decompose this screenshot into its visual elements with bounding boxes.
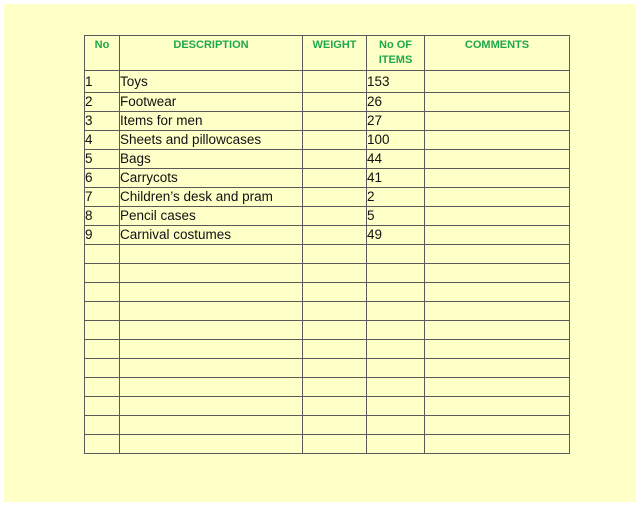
cell-no-of-items: 26 [367,93,425,112]
cell-description [120,435,303,454]
header-comments: COMMENTS [425,36,570,71]
cell-weight [303,71,367,93]
table-row [85,226,570,245]
cell-no [85,416,120,435]
cell-no: 7 [85,188,120,207]
table-row [85,340,570,359]
cell-description: Sheets and pillowcases [120,131,303,150]
cell-comments [425,264,570,283]
cell-no: 9 [85,226,120,245]
cell-comments [425,71,570,93]
cell-no [85,264,120,283]
cell-description: Toys [120,71,303,93]
cell-weight [303,93,367,112]
cell-description [120,283,303,302]
table-row [85,283,570,302]
cell-no-of-items [367,283,425,302]
cell-no [85,283,120,302]
cell-comments [425,245,570,264]
cell-weight [303,340,367,359]
cell-weight [303,435,367,454]
cell-no-of-items: 2 [367,188,425,207]
cell-no [85,302,120,321]
table-row [85,397,570,416]
cell-no-of-items: 49 [367,226,425,245]
cell-comments [425,302,570,321]
cell-description [120,245,303,264]
cell-no-of-items: 27 [367,112,425,131]
table-row [85,359,570,378]
cell-no: 4 [85,131,120,150]
cell-weight [303,302,367,321]
cell-no [85,321,120,340]
cell-no-of-items: 44 [367,150,425,169]
cell-comments [425,131,570,150]
cell-no [85,359,120,378]
cell-no-of-items [367,435,425,454]
cell-weight [303,378,367,397]
header-no-of-items: No OF ITEMS [367,36,425,71]
cell-description [120,359,303,378]
cell-comments [425,340,570,359]
cell-comments [425,283,570,302]
cell-no [85,245,120,264]
cell-comments [425,321,570,340]
table-row [85,245,570,264]
header-description: DESCRIPTION [120,36,303,71]
cell-description [120,378,303,397]
cell-no-of-items [367,359,425,378]
cell-no-of-items: 5 [367,207,425,226]
cell-description [120,416,303,435]
cell-no-of-items [367,397,425,416]
cell-comments [425,169,570,188]
table-row [85,416,570,435]
header-weight: WEIGHT [303,36,367,71]
cell-comments [425,207,570,226]
cell-no [85,340,120,359]
inventory-table [84,35,570,454]
cell-no: 3 [85,112,120,131]
cell-comments [425,416,570,435]
cell-no [85,435,120,454]
cell-comments [425,188,570,207]
cell-no-of-items: 41 [367,169,425,188]
table-row [85,150,570,169]
header-row [85,36,570,71]
cell-description: Bags [120,150,303,169]
cell-weight [303,245,367,264]
cell-no-of-items [367,302,425,321]
cell-no: 2 [85,93,120,112]
cell-no-of-items [367,321,425,340]
cell-comments [425,397,570,416]
cell-weight [303,150,367,169]
cell-weight [303,283,367,302]
cell-comments [425,359,570,378]
cell-weight [303,207,367,226]
cell-weight [303,359,367,378]
cell-comments [425,112,570,131]
cell-description: Carrycots [120,169,303,188]
cell-description [120,340,303,359]
cell-description: Items for men [120,112,303,131]
table-row [85,207,570,226]
cell-no: 1 [85,71,120,93]
table-row [85,131,570,150]
cell-description: Carnival costumes [120,226,303,245]
table-row [85,112,570,131]
cell-weight [303,321,367,340]
cell-no: 6 [85,169,120,188]
table-row [85,321,570,340]
cell-weight [303,416,367,435]
table-row [85,264,570,283]
cell-no-of-items [367,416,425,435]
table-row [85,435,570,454]
cell-comments [425,226,570,245]
table-row [85,71,570,93]
cell-description [120,264,303,283]
cell-weight [303,112,367,131]
cell-comments [425,378,570,397]
cell-no: 8 [85,207,120,226]
document-page [4,4,636,502]
cell-description [120,397,303,416]
table-row [85,302,570,321]
cell-description: Children’s desk and pram [120,188,303,207]
cell-no-of-items [367,340,425,359]
cell-comments [425,435,570,454]
cell-weight [303,264,367,283]
cell-no-of-items [367,378,425,397]
cell-weight [303,131,367,150]
cell-no-of-items: 100 [367,131,425,150]
table-row [85,188,570,207]
cell-weight [303,169,367,188]
cell-no: 5 [85,150,120,169]
cell-description: Pencil cases [120,207,303,226]
cell-no-of-items [367,264,425,283]
table-body [85,71,570,454]
cell-description [120,302,303,321]
cell-weight [303,226,367,245]
table-row [85,93,570,112]
cell-weight [303,397,367,416]
header-no: No [85,36,120,71]
cell-comments [425,150,570,169]
cell-no [85,378,120,397]
table-row [85,169,570,188]
cell-description [120,321,303,340]
cell-weight [303,188,367,207]
cell-comments [425,93,570,112]
cell-no-of-items [367,245,425,264]
table-row [85,378,570,397]
cell-no [85,397,120,416]
cell-description: Footwear [120,93,303,112]
cell-no-of-items: 153 [367,71,425,93]
